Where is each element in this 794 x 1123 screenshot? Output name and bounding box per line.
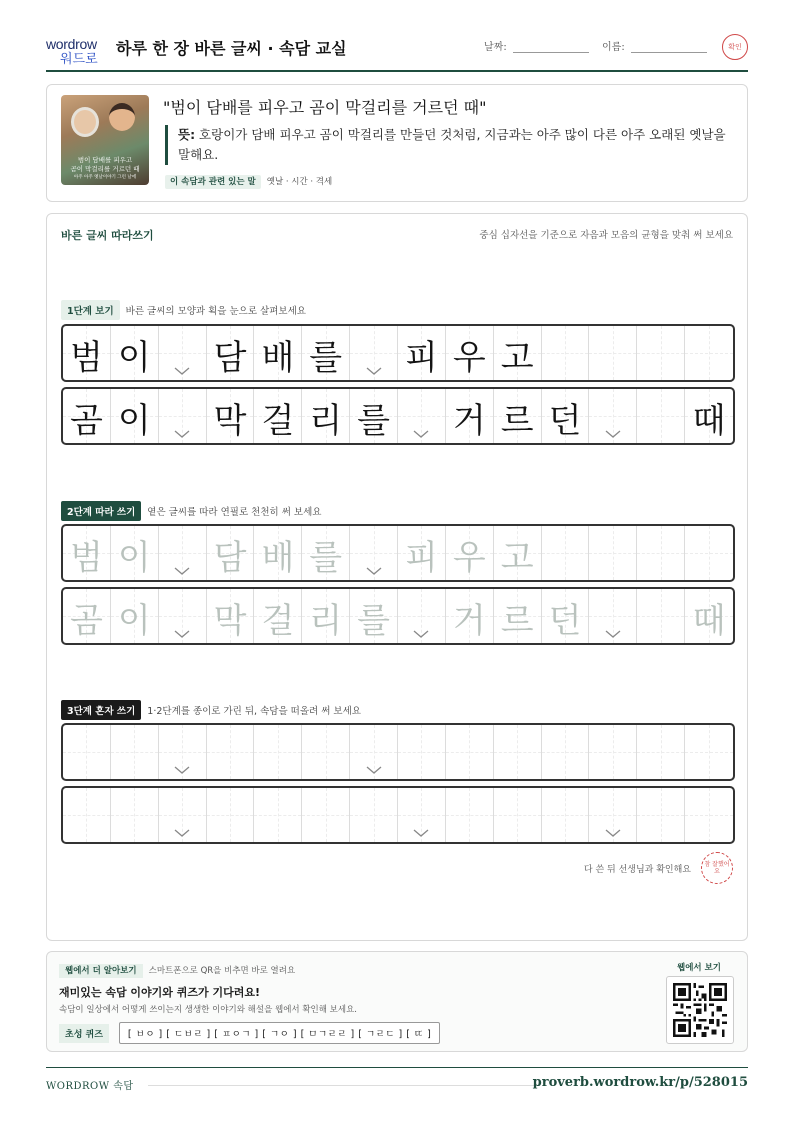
syllable-char: 때 (692, 601, 726, 641)
syllable-char: 거 (452, 401, 486, 441)
syllable-char: 고 (500, 538, 534, 578)
name-label: 이름: (602, 42, 625, 53)
web-tag-row (59, 964, 295, 976)
logo-wordmark: wordrow (46, 36, 97, 52)
proverb-url-link[interactable]: proverb.wordrow.kr/p/528015 (532, 1075, 748, 1090)
writing-cell (494, 389, 542, 443)
boy-figure (109, 103, 135, 131)
date-label: 날짜: (484, 42, 507, 53)
syllable-char: 곰 (70, 401, 103, 441)
step1-header (61, 300, 306, 320)
writing-cell[interactable] (589, 589, 637, 643)
step1-text: 바른 글씨의 모양과 획을 눈으로 살펴보세요 (125, 306, 306, 317)
writing-cell (446, 389, 494, 443)
writing-cell (207, 389, 255, 443)
meaning-text: 호랑이가 담배 피우고 곰이 막걸리를 만들던 것처럼, 지금과는 아주 많이 다른 아주 오래된 옛날을 말해요. (178, 127, 726, 162)
syllable-char: 막 (213, 401, 247, 441)
writing-cell[interactable] (254, 526, 302, 580)
writing-cell[interactable] (302, 725, 350, 779)
writing-cell[interactable] (302, 589, 350, 643)
writing-cell[interactable] (302, 526, 350, 580)
quiz-row (59, 1022, 440, 1044)
writing-cell (446, 326, 494, 380)
writing-cell[interactable] (494, 526, 542, 580)
writing-cell (542, 389, 590, 443)
quiz-label: 초성 퀴즈 (59, 1024, 109, 1043)
syllable-char: 곰 (70, 601, 103, 641)
space-mark-icon (605, 828, 621, 838)
step2-row-2[interactable] (61, 587, 735, 645)
qr-code[interactable] (666, 976, 734, 1044)
step1-row-2 (61, 387, 735, 445)
initial-consonant-quiz: [ ㅂㅇ ] [ ㄷㅂㄹ ] [ ㅍㅇㄱ ] [ ㄱㅇ ] [ ㅁㄱㄹㄹ ] [ ㄱㄹㄷ ] [ ㄸ ] (119, 1022, 440, 1044)
space-mark-icon (174, 429, 190, 439)
related-label: 이 속담과 관련 있는 말 (165, 175, 261, 189)
syllable-char: 이 (117, 601, 151, 641)
space-mark-icon (413, 828, 429, 838)
space-mark-icon (174, 765, 190, 775)
writing-cell[interactable] (159, 725, 207, 779)
writing-cell (254, 389, 302, 443)
syllable-char: 이 (117, 338, 151, 378)
writing-cell[interactable] (637, 725, 685, 779)
syllable-char: 를 (357, 601, 391, 641)
writing-cell[interactable] (398, 526, 446, 580)
illustration-caption: 범이 담배를 피우고 곰이 막걸리를 거르던 때 아주 아주 옛날이야기 그런 날에 (70, 156, 140, 180)
writing-cell[interactable] (542, 788, 590, 842)
web-section (46, 951, 748, 1052)
writing-cell[interactable] (350, 589, 398, 643)
space-mark-icon (413, 429, 429, 439)
syllable-char: 이 (117, 401, 151, 441)
syllable-char: 범 (70, 538, 103, 578)
writing-cell[interactable] (398, 788, 446, 842)
writing-cell[interactable] (494, 725, 542, 779)
writing-cell (111, 326, 159, 380)
web-headline: 재미있는 속담 이야기와 퀴즈가 기다려요! (59, 986, 260, 999)
qr-label: 웹에서 보기 (676, 963, 721, 973)
writing-cell[interactable] (685, 589, 733, 643)
page-title: 하루 한 장 바른 글씨 · 속담 교실 (116, 39, 347, 58)
writing-cell (398, 326, 446, 380)
space-mark-icon (366, 366, 382, 376)
writing-cell[interactable] (542, 589, 590, 643)
writing-cell (63, 326, 111, 380)
writing-cell (302, 389, 350, 443)
writing-cell (589, 389, 637, 443)
writing-cell[interactable] (446, 725, 494, 779)
step3-header (61, 700, 361, 720)
practice-heading: 바른 글씨 따라쓰기 (61, 229, 154, 242)
writing-cell[interactable] (446, 788, 494, 842)
page-footer (46, 1067, 748, 1097)
writing-cell[interactable] (637, 788, 685, 842)
writing-cell (637, 389, 685, 443)
space-mark-icon (174, 828, 190, 838)
writing-cell[interactable] (446, 589, 494, 643)
writing-cell[interactable] (111, 725, 159, 779)
writing-cell[interactable] (589, 788, 637, 842)
syllable-char: 르 (500, 401, 534, 441)
web-tag-note: 스마트폰으로 QR을 비추면 바로 열려요 (148, 966, 296, 976)
writing-cell[interactable] (685, 788, 733, 842)
space-mark-icon (605, 429, 621, 439)
syllable-char: 걸 (261, 601, 295, 641)
footer-brand: WORDROW 속담 (46, 1081, 134, 1092)
space-mark-icon (174, 566, 190, 576)
writing-cell (494, 326, 542, 380)
syllable-char: 범 (70, 338, 103, 378)
writing-cell[interactable] (494, 788, 542, 842)
step2-text: 옅은 글씨를 따라 연필로 천천히 써 보세요 (147, 507, 322, 518)
step2-header (61, 501, 321, 521)
writing-cell (589, 326, 637, 380)
writing-cell[interactable] (494, 589, 542, 643)
writing-cell[interactable] (398, 589, 446, 643)
writing-cell[interactable] (589, 725, 637, 779)
check-text: 다 쓴 뒤 선생님과 확인해요 (583, 864, 691, 875)
syllable-char: 던 (548, 401, 582, 441)
syllable-char: 이 (117, 538, 151, 578)
syllable-char: 거 (452, 601, 486, 641)
proverb-card (46, 84, 748, 202)
space-mark-icon (366, 566, 382, 576)
logo-korean: 워드로 (60, 51, 98, 66)
syllable-char: 를 (357, 401, 391, 441)
writing-cell (398, 389, 446, 443)
syllable-char: 를 (309, 538, 343, 578)
writing-cell[interactable] (302, 788, 350, 842)
meaning-label: 뜻: (178, 127, 196, 142)
writing-cell (637, 326, 685, 380)
proverb-title: "범이 담배를 피우고 곰이 막걸리를 거르던 때" (163, 98, 487, 117)
writing-cell[interactable] (685, 526, 733, 580)
related-words (165, 175, 332, 187)
name-field[interactable] (602, 38, 707, 53)
writing-cell (159, 326, 207, 380)
step2-badge: 2단계 따라 쓰기 (61, 501, 141, 521)
space-mark-icon (174, 629, 190, 639)
writing-cell[interactable] (63, 526, 111, 580)
step3-row-2[interactable] (61, 786, 735, 844)
date-field[interactable] (484, 38, 589, 53)
writing-cell[interactable] (159, 526, 207, 580)
step3-text: 1·2단계를 종이로 가린 뒤, 속담을 떠올려 써 보세요 (147, 706, 361, 717)
writing-cell[interactable] (637, 589, 685, 643)
confirm-stamp: 확인 (722, 34, 748, 60)
writing-cell[interactable] (446, 526, 494, 580)
space-mark-icon (174, 366, 190, 376)
writing-cell[interactable] (398, 725, 446, 779)
syllable-char: 막 (213, 601, 247, 641)
writing-cell[interactable] (254, 725, 302, 779)
syllable-char: 를 (309, 338, 343, 378)
writing-cell (350, 326, 398, 380)
writing-cell[interactable] (542, 526, 590, 580)
writing-cell[interactable] (111, 788, 159, 842)
name-blank[interactable] (631, 43, 707, 53)
writing-cell[interactable] (637, 526, 685, 580)
writing-cell (159, 389, 207, 443)
syllable-char: 배 (261, 338, 295, 378)
related-list: 옛날 · 시간 · 격세 (266, 177, 333, 187)
syllable-char: 담 (213, 338, 247, 378)
praise-stamp: 참 잘했어요 (701, 852, 733, 884)
syllable-char: 던 (548, 601, 582, 641)
syllable-char: 우 (452, 538, 486, 578)
writing-cell (207, 326, 255, 380)
syllable-char: 우 (452, 338, 486, 378)
writing-cell[interactable] (111, 589, 159, 643)
writing-cell[interactable] (254, 589, 302, 643)
footer-divider (148, 1085, 538, 1086)
syllable-char: 피 (405, 538, 438, 578)
proverb-meaning (165, 125, 735, 165)
writing-cell (542, 326, 590, 380)
qr-code-icon (673, 983, 727, 1037)
space-mark-icon (366, 765, 382, 775)
page-header (46, 30, 748, 72)
writing-cell[interactable] (207, 589, 255, 643)
proverb-illustration (61, 95, 149, 185)
writing-cell (254, 326, 302, 380)
space-mark-icon (413, 629, 429, 639)
writing-cell[interactable] (207, 725, 255, 779)
syllable-char: 르 (500, 601, 534, 641)
wordrow-logo (46, 36, 108, 64)
writing-cell[interactable] (207, 788, 255, 842)
writing-cell[interactable] (350, 788, 398, 842)
writing-cell[interactable] (350, 526, 398, 580)
writing-cell[interactable] (542, 725, 590, 779)
writing-cell[interactable] (207, 526, 255, 580)
writing-cell (685, 389, 733, 443)
writing-cell[interactable] (350, 725, 398, 779)
writing-cell[interactable] (159, 589, 207, 643)
syllable-char: 리 (309, 401, 343, 441)
space-mark-icon (605, 629, 621, 639)
grandmother-figure (71, 107, 99, 137)
writing-cell[interactable] (254, 788, 302, 842)
writing-cell (685, 326, 733, 380)
step1-row-1 (61, 324, 735, 382)
syllable-char: 배 (261, 538, 295, 578)
syllable-char: 때 (692, 401, 726, 441)
date-blank[interactable] (513, 43, 589, 53)
writing-cell[interactable] (63, 788, 111, 842)
writing-cell[interactable] (685, 725, 733, 779)
step1-badge: 1단계 보기 (61, 300, 120, 320)
syllable-char: 걸 (261, 401, 295, 441)
writing-cell (302, 326, 350, 380)
writing-cell (63, 389, 111, 443)
writing-cell (350, 389, 398, 443)
step3-row-1[interactable] (61, 723, 735, 781)
syllable-char: 리 (309, 601, 343, 641)
writing-cell[interactable] (63, 725, 111, 779)
step3-badge: 3단계 혼자 쓰기 (61, 700, 141, 720)
syllable-char: 고 (500, 338, 534, 378)
practice-note: 중심 십자선을 기준으로 자음과 모음의 균형을 맞춰 써 보세요 (479, 230, 733, 241)
writing-cell[interactable] (63, 589, 111, 643)
writing-cell[interactable] (159, 788, 207, 842)
web-tag: 웹에서 더 알아보기 (59, 964, 143, 978)
writing-cell (111, 389, 159, 443)
web-description: 속담이 일상에서 어떻게 쓰이는지 생생한 이야기와 해설을 웹에서 확인해 보세요. (59, 1005, 357, 1015)
teacher-check (584, 852, 733, 884)
writing-cell[interactable] (111, 526, 159, 580)
syllable-char: 담 (213, 538, 247, 578)
practice-panel (46, 213, 748, 941)
step2-row-1[interactable] (61, 524, 735, 582)
syllable-char: 피 (405, 338, 438, 378)
writing-cell[interactable] (589, 526, 637, 580)
